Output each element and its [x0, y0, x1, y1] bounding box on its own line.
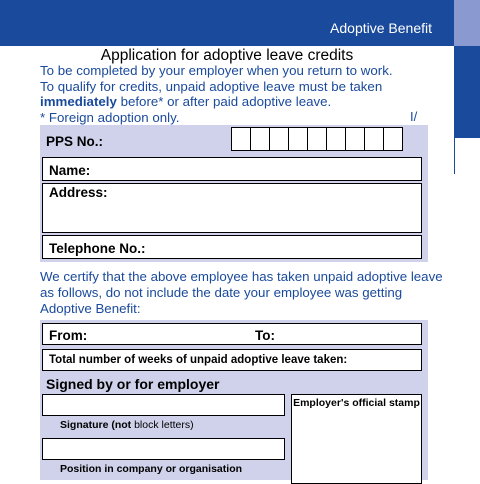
document-title: Application for adoptive leave credits	[100, 47, 354, 64]
header-bar	[0, 0, 454, 46]
position-field[interactable]	[42, 438, 285, 460]
pps-label: PPS No.:	[46, 134, 104, 149]
weeks-field[interactable]	[42, 349, 422, 371]
certification-text: We certify that the above employee has taken unpaid adoptive leave as follows, do not include the date your employee was getting Adoptive Benefit:	[40, 269, 443, 316]
leave-details-section	[40, 320, 428, 480]
pps-digit-cell[interactable]	[269, 127, 289, 151]
header-title: Adoptive Benefit	[330, 20, 432, 36]
telephone-field[interactable]	[42, 235, 422, 259]
address-label: Address:	[49, 185, 108, 200]
signature-label-not: not	[114, 419, 132, 431]
intro-line-1: To be completed by your employer when you return to work.	[40, 63, 393, 78]
side-tab-blue	[454, 46, 480, 138]
intro-emphasis: immediately	[40, 94, 117, 109]
telephone-label: Telephone No.:	[49, 241, 146, 256]
stamp-label: Employer's official stamp	[293, 397, 420, 409]
pps-digit-cell[interactable]	[231, 127, 251, 151]
intro-line-3-rest: before* or after paid adoptive leave.	[116, 94, 332, 109]
pps-digit-cell[interactable]	[288, 127, 308, 151]
name-label: Name:	[49, 163, 91, 178]
pps-digit-cell[interactable]	[250, 127, 270, 151]
to-label: To:	[255, 328, 275, 343]
signature-label-prefix: Signature (	[60, 419, 115, 431]
pps-digit-cell[interactable]	[326, 127, 346, 151]
pps-digit-cell[interactable]	[345, 127, 365, 151]
signature-label	[60, 419, 194, 431]
intro-text	[40, 63, 450, 125]
stamp-box	[291, 394, 422, 484]
from-label: From:	[49, 328, 88, 343]
pps-digit-cell[interactable]	[364, 127, 384, 151]
reference-mark: I/	[410, 109, 418, 124]
signed-by-title: Signed by or for employer	[46, 376, 220, 392]
weeks-label: Total number of weeks of unpaid adoptive leave taken:	[49, 354, 348, 366]
signature-field[interactable]	[42, 394, 285, 416]
leave-dates-field[interactable]	[42, 323, 422, 345]
pps-digit-cell[interactable]	[383, 127, 403, 151]
side-divider	[454, 138, 455, 174]
pps-number-input[interactable]	[232, 127, 403, 151]
name-field[interactable]	[42, 157, 422, 181]
employee-details-section	[40, 125, 428, 262]
signature-label-suffix: block letters)	[131, 419, 194, 431]
position-label: Position in company or organisation	[60, 463, 243, 475]
intro-line-2: To qualify for credits, unpaid adoptive leave must be taken	[40, 78, 383, 94]
intro-line-3	[40, 94, 450, 110]
side-tab-light	[454, 0, 480, 46]
address-field[interactable]	[42, 183, 422, 233]
intro-line-4: * Foreign adoption only.	[40, 109, 180, 125]
pps-digit-cell[interactable]	[307, 127, 327, 151]
